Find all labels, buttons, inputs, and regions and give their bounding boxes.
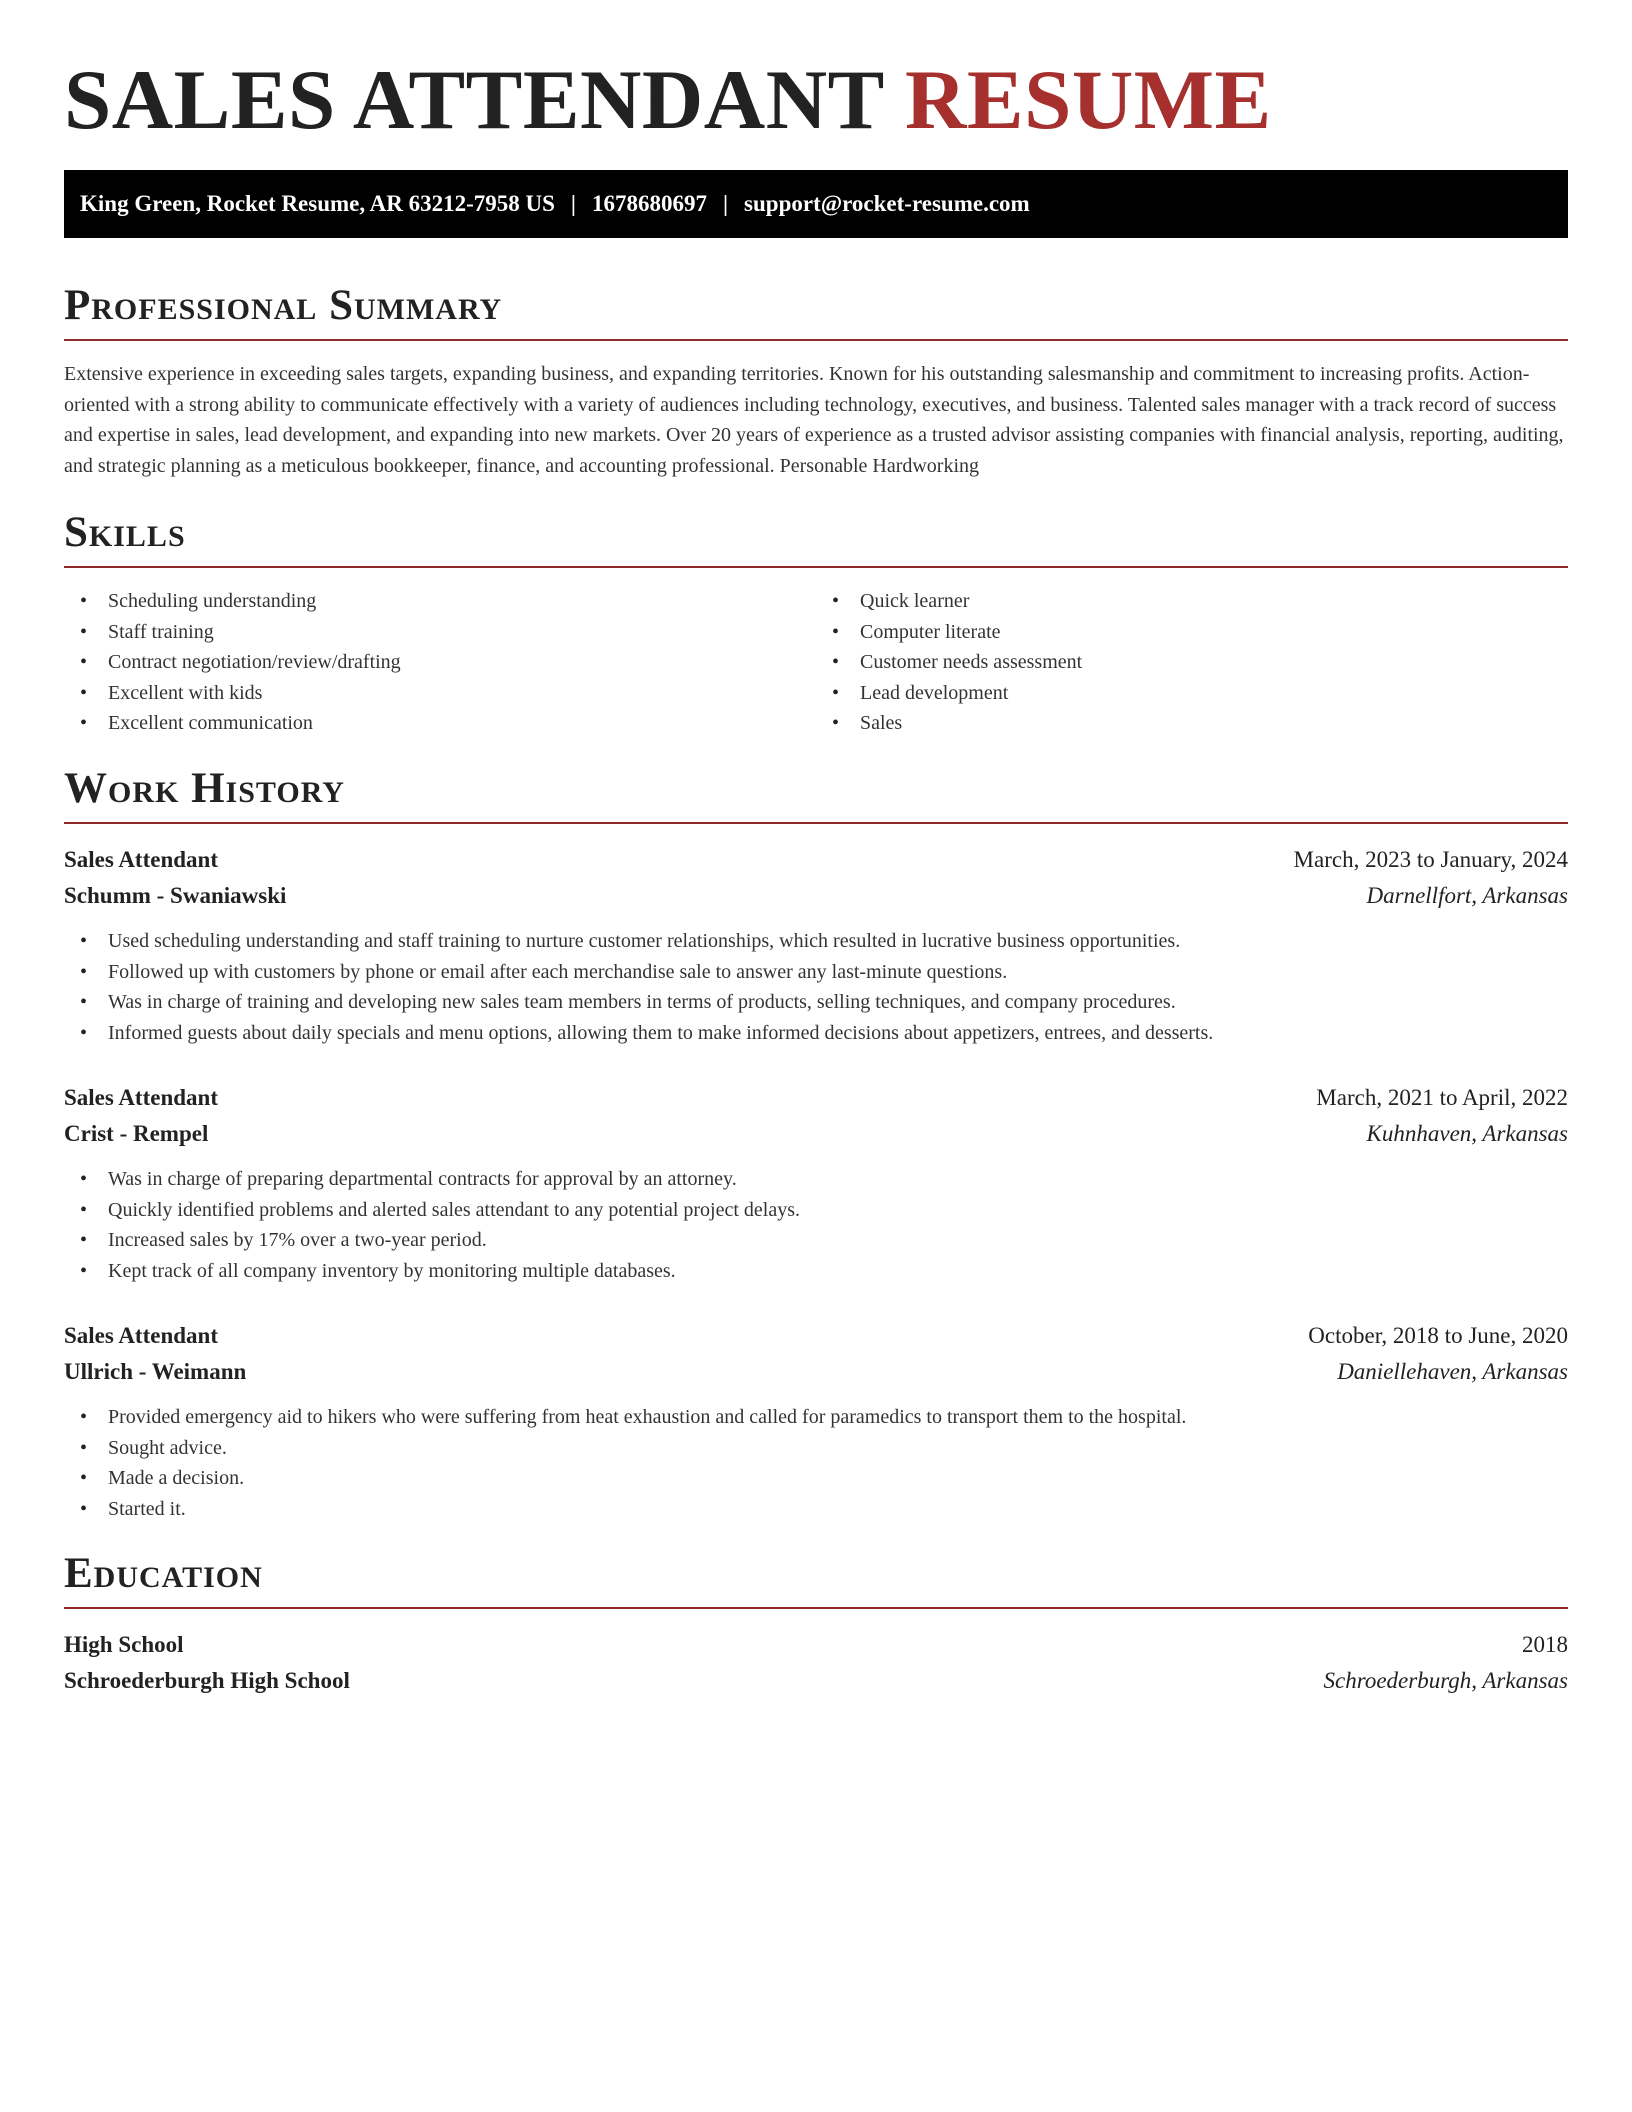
- job-bullet: • Kept track of all company inventory by monitoring multiple databases.: [108, 1256, 1568, 1287]
- job-bullet: • Started it.: [108, 1494, 1568, 1525]
- skills-heading: Skills: [64, 509, 1568, 568]
- job-dates: October, 2018 to June, 2020: [1308, 1323, 1568, 1349]
- skill-item: • Staff training: [108, 617, 816, 648]
- job-title: Sales Attendant: [64, 847, 218, 873]
- work-heading: Work History: [64, 765, 1568, 824]
- job-title: Sales Attendant: [64, 1323, 218, 1349]
- skill-item: • Sales: [860, 708, 1568, 739]
- job-bullet: • Was in charge of training and developing new sales team members in terms of products, selling techniques, and company procedures.: [108, 987, 1568, 1018]
- skills-grid: [64, 586, 1568, 739]
- summary-text: Extensive experience in exceeding sales targets, expanding business, and expanding territories. Known for his outstanding salesmanship and commitment to increasing profits. Action-oriented with a strong ability to communicate effectively with a variety of audiences including technology, executives, and business. Talented sales manager with a track record of success and expertise in sales, lead development, and expanding into new markets. Over 20 years of experience as a trusted advisor assisting companies with financial analysis, reporting, auditing, and strategic planning as a meticulous bookkeeper, finance, and accounting professional. Personable Hardworking: [64, 363, 1564, 477]
- contact-phone: 1678680697: [591, 190, 707, 216]
- job-bullet: • Informed guests about daily specials and menu options, allowing them to make informed decisions about appetizers, entrees, and desserts.: [108, 1018, 1568, 1049]
- contact-separator: |: [722, 190, 729, 216]
- skill-item: • Computer literate: [860, 617, 1568, 648]
- education-entry: [64, 1627, 1568, 1699]
- job-bullets: [64, 926, 1568, 1048]
- job-bullet: • Was in charge of preparing departmental contracts for approval by an attorney.: [108, 1164, 1568, 1195]
- skills-list-left: [64, 586, 816, 739]
- job-company-row: [64, 1354, 1568, 1390]
- education-location: Schroederburgh, Arkansas: [1323, 1668, 1568, 1694]
- contact-separator: |: [570, 190, 576, 216]
- job-header-row: [64, 1318, 1568, 1354]
- job-dates: March, 2023 to January, 2024: [1293, 847, 1568, 873]
- job-entry: [64, 842, 1568, 1048]
- job-company-row: [64, 878, 1568, 914]
- job-header-row: [64, 1080, 1568, 1116]
- job-entry: [64, 1080, 1568, 1286]
- job-bullets: [64, 1402, 1568, 1524]
- job-bullet: • Made a decision.: [108, 1463, 1568, 1494]
- job-location: Kuhnhaven, Arkansas: [1366, 1121, 1568, 1147]
- job-entry: [64, 1318, 1568, 1524]
- job-dates: March, 2021 to April, 2022: [1316, 1085, 1568, 1111]
- skill-item: • Scheduling understanding: [108, 586, 816, 617]
- education-heading: Education: [64, 1550, 1568, 1609]
- job-company: Ullrich - Weimann: [64, 1359, 247, 1385]
- title-accent: RESUME: [904, 53, 1272, 147]
- job-bullet: • Used scheduling understanding and staff training to nurture customer relationships, which resulted in lucrative business opportunities.: [108, 926, 1568, 957]
- job-bullet: • Followed up with customers by phone or email after each merchandise sale to answer any last-minute questions.: [108, 957, 1568, 988]
- job-title: Sales Attendant: [64, 1085, 218, 1111]
- job-company: Schumm - Swaniawski: [64, 883, 287, 909]
- skills-list-right: [816, 586, 1568, 739]
- education-header-row: [64, 1627, 1568, 1663]
- title-main: SALES ATTENDANT: [64, 53, 884, 147]
- job-bullet: • Quickly identified problems and alerted sales attendant to any potential project delays.: [108, 1195, 1568, 1226]
- education-year: 2018: [1522, 1632, 1568, 1658]
- contact-bar: [64, 170, 1568, 238]
- job-company: Crist - Rempel: [64, 1121, 209, 1147]
- contact-email[interactable]: support@rocket-resume.com: [744, 190, 1030, 216]
- skill-item: • Excellent communication: [108, 708, 816, 739]
- contact-address: King Green, Rocket Resume, AR 63212-7958 US: [80, 190, 555, 216]
- skill-item: • Customer needs assessment: [860, 647, 1568, 678]
- job-bullets: [64, 1164, 1568, 1286]
- skill-item: • Excellent with kids: [108, 678, 816, 709]
- job-bullet: • Provided emergency aid to hikers who were suffering from heat exhaustion and called for paramedics to transport them to the hospital.: [108, 1402, 1568, 1433]
- education-school: Schroederburgh High School: [64, 1668, 350, 1694]
- job-company-row: [64, 1116, 1568, 1152]
- education-school-row: [64, 1663, 1568, 1699]
- job-location: Darnellfort, Arkansas: [1366, 883, 1568, 909]
- education-degree: High School: [64, 1632, 184, 1658]
- skill-item: • Lead development: [860, 678, 1568, 709]
- job-location: Daniellehaven, Arkansas: [1337, 1359, 1568, 1385]
- job-header-row: [64, 842, 1568, 878]
- job-bullet: • Increased sales by 17% over a two-year period.: [108, 1225, 1568, 1256]
- skill-item: • Contract negotiation/review/drafting: [108, 647, 816, 678]
- resume-title: [64, 52, 1568, 150]
- summary-heading: Professional Summary: [64, 282, 1568, 341]
- skill-item: • Quick learner: [860, 586, 1568, 617]
- job-bullet: • Sought advice.: [108, 1433, 1568, 1464]
